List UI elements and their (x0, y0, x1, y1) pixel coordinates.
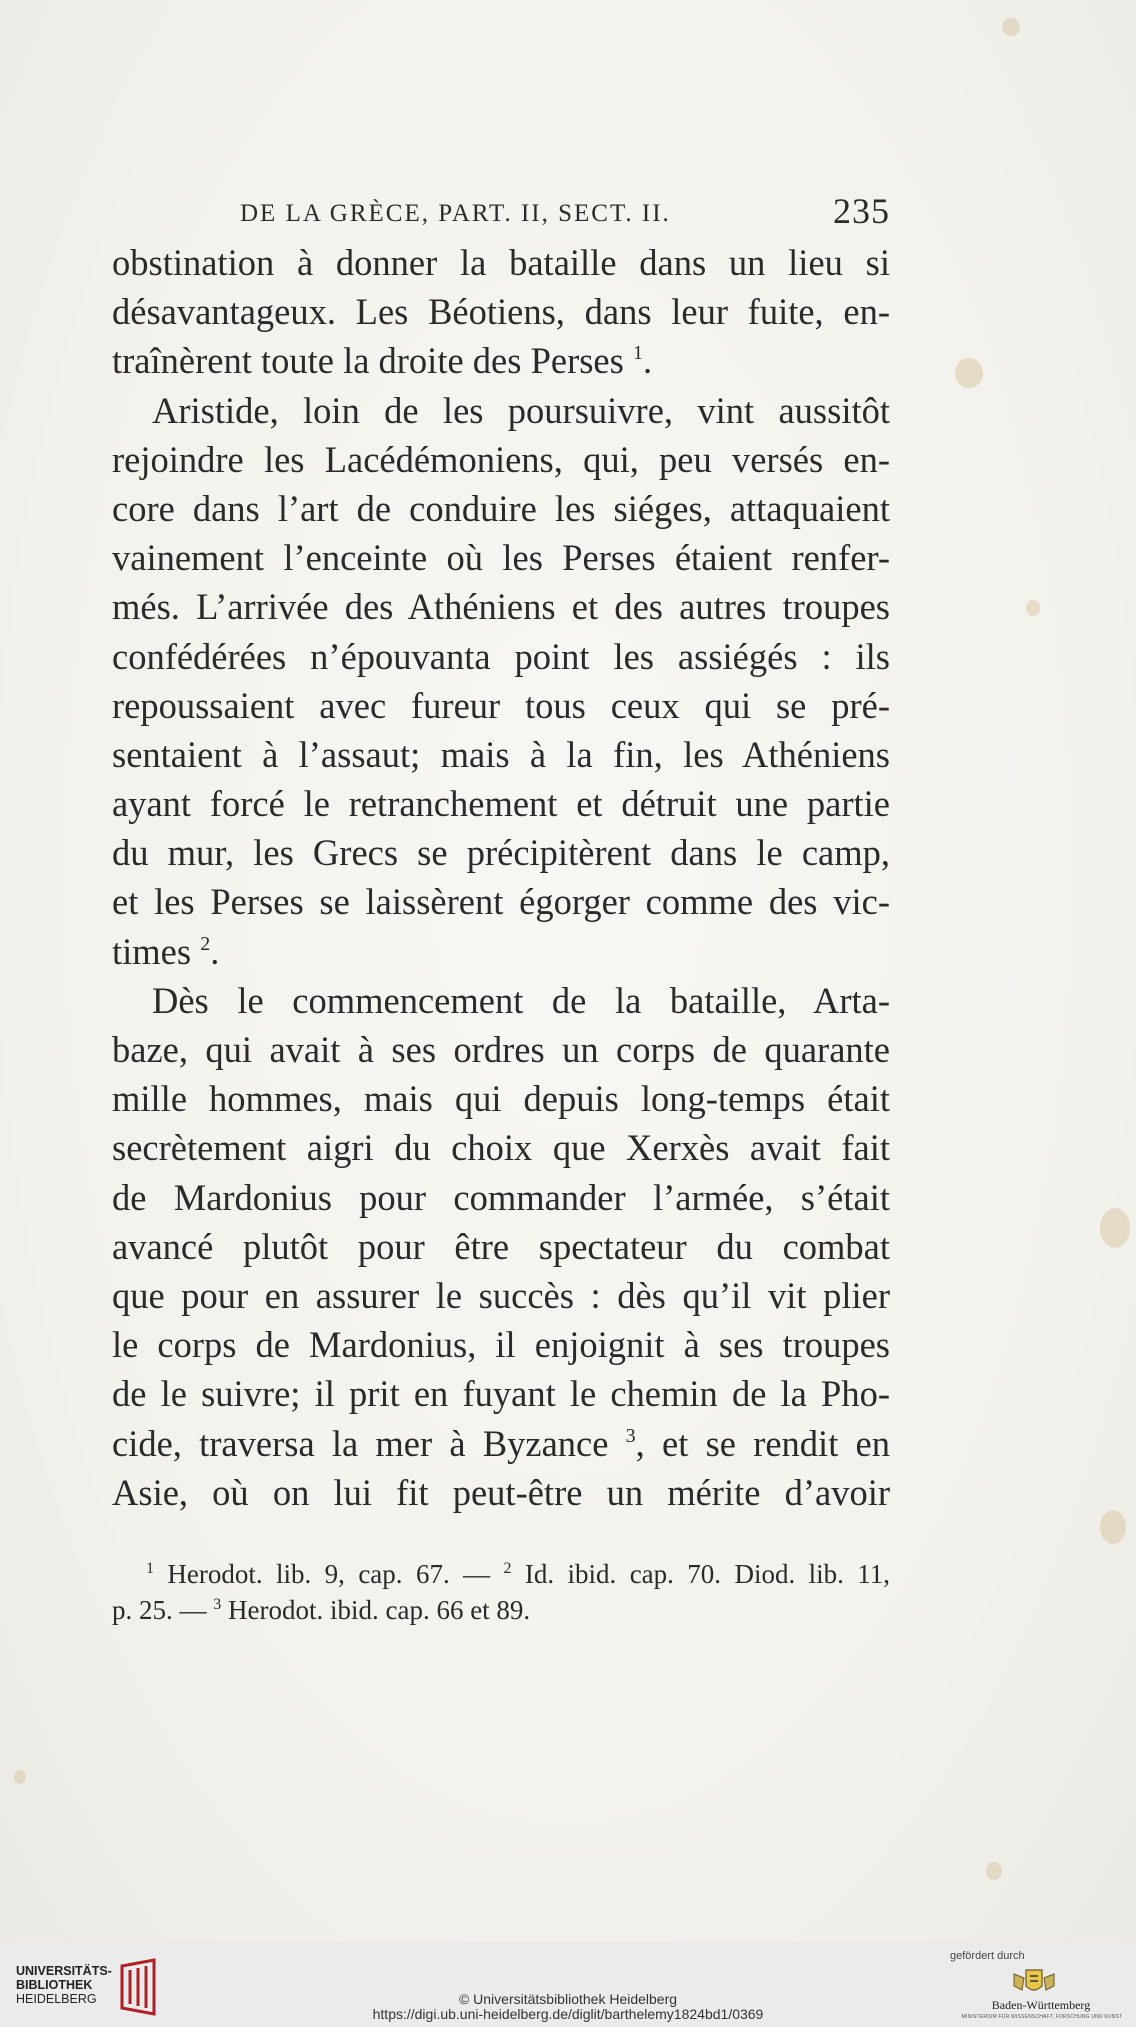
text-line: secrètement aigri du choix que Xerxès avait fait (112, 1127, 890, 1169)
body-text (112, 238, 890, 1517)
note-marker: 2 (200, 932, 211, 955)
text-line: mille hommes, mais qui depuis long-temps était (112, 1078, 890, 1120)
text-line: més. L’arrivée des Athéniens et des autres troupes (112, 586, 890, 628)
foxing-spot (1100, 1510, 1126, 1544)
text-line: traînèrent toute la droite des Perses $^1$. (112, 340, 653, 382)
text-line: sentaient à l’assaut; mais à la fin, les Athéniens (112, 733, 890, 775)
text-line: de le suivre; il prit en fuyant le chemin de la Pho- (112, 1373, 890, 1415)
foxing-spot (1002, 18, 1020, 36)
footnote-marker: 1 (146, 1560, 154, 1577)
text-line: Aristide, loin de les poursuivre, vint aussitôt (152, 389, 890, 431)
text-line: obstination à donner la bataille dans un lieu si (112, 242, 890, 283)
text-line: le corps de Mardonius, il enjoignit à ses troupes (112, 1324, 890, 1366)
text-line: du mur, les Grecs se précipitèrent dans le camp, (112, 832, 890, 874)
foxing-spot (955, 358, 983, 388)
text-line: repoussaient avec fureur tous ceux qui se pré- (112, 684, 890, 726)
sponsor-label: gefördert durch (950, 1950, 1025, 1962)
text-line: core dans l’art de conduire les siéges, attaquaient (112, 487, 890, 529)
footnotes (112, 1556, 890, 1628)
text-line: vainement l’enceinte où les Perses étaient renfer- (112, 537, 890, 579)
text-line: de Mardonius pour commander l’armée, s’était (112, 1176, 890, 1218)
note-marker: 1 (632, 342, 643, 365)
text-line: et les Perses se laissèrent égorger comme des vic- (112, 881, 890, 923)
text-line: rejoindre les Lacédémoniens, qui, peu versés en- (112, 438, 890, 480)
foxing-spot (1026, 600, 1040, 616)
text-line: ayant forcé le retranchement et détruit une partie (112, 783, 890, 825)
text-line: que pour en assurer le succès : dès qu’il vit plier (112, 1274, 890, 1316)
footnote-line: p. 25. — $^3$ Herodot. ibid. cap. 66 et 89. (112, 1595, 531, 1625)
note-marker: 3 (625, 1424, 636, 1447)
text-line: confédérées n’épouvanta point les assiégés : ils (112, 635, 890, 677)
footnote-marker: 3 (213, 1596, 222, 1613)
foxing-spot (1100, 1208, 1130, 1248)
text-line: baze, qui avait à ses ordres un corps de quarante (112, 1029, 890, 1070)
page-number: 235 (833, 191, 890, 231)
page-header (222, 190, 890, 238)
coat-of-arms-icon (1010, 1966, 1058, 1996)
text-line: Asie, où on lui fit peut-être un mérite d’avoir (112, 1471, 890, 1513)
sponsor-subtitle: MINISTERIUM FÜR WISSENSCHAFT, FORSCHUNG UND KUNST (961, 2014, 1123, 2020)
text-line: cide, traversa la mer à Byzance $^3$, et se rendit en (112, 1422, 890, 1464)
text-line: Dès le commencement de la bataille, Arta- (152, 979, 890, 1021)
copyright-text: © Universitätsbibliothek Heidelberg (458, 1991, 678, 2007)
source-url[interactable]: https://digi.ub.uni-heidelberg.de/diglit/barthelemy1824bd1/0369 (372, 2006, 764, 2022)
footer-bar (0, 1942, 1136, 2027)
sponsor-name: Baden-Württemberg (991, 1998, 1091, 2012)
text-line: times $^2$. (112, 930, 220, 972)
footnote-line: $^1$ Herodot. lib. 9, cap. 67. — $^2$ Id. ibid. cap. 70. Diod. lib. 11, (146, 1559, 891, 1589)
text-line: avancé plutôt pour être spectateur du combat (112, 1225, 890, 1267)
text-line: désavantageux. Les Béotiens, dans leur fuite, en- (112, 291, 890, 333)
running-head: DE LA GRÈCE, PART. II, SECT. II. (240, 200, 671, 227)
foxing-spot (14, 1770, 26, 1784)
foxing-spot (986, 1862, 1002, 1880)
library-name: UNIVERSITÄTS- BIBLIOTHEK HEIDELBERG (16, 1964, 112, 2006)
footnote-marker: 2 (503, 1560, 512, 1577)
